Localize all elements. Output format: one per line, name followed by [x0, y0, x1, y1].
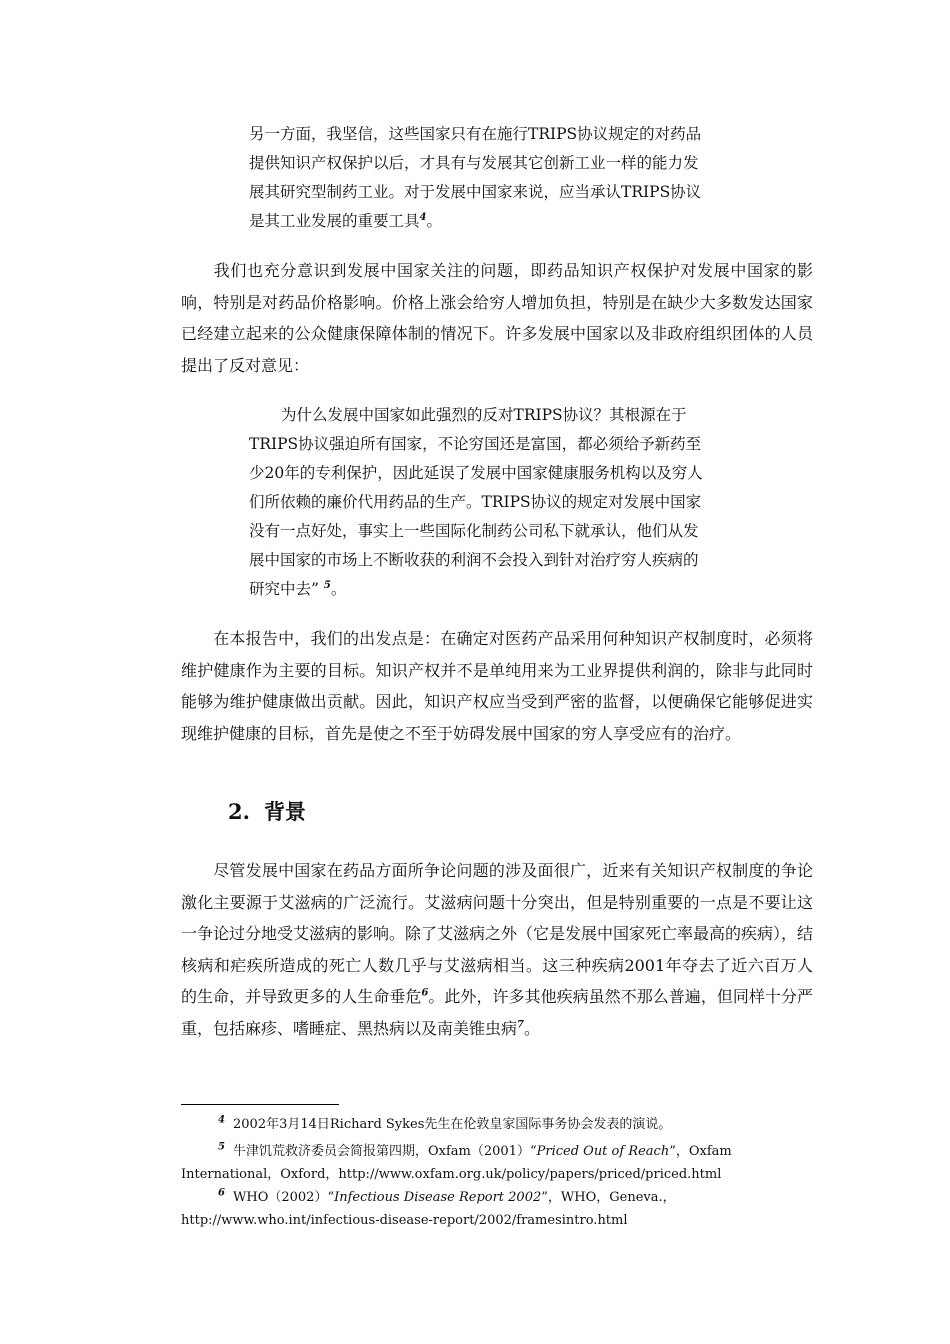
footnote-4 — [181, 1113, 771, 1136]
quote-line: 们所依赖的廉价代用药品的生产。TRIPS协议的规定对发展中国家 — [249, 493, 702, 511]
paragraph-1 — [181, 255, 813, 381]
footnote-link[interactable]: ”，WHO，Geneva.，http://www.who.int/infectious-disease-report/2002/framesintro.html — [181, 1190, 676, 1228]
block-quote-2 — [249, 401, 749, 604]
section-heading — [228, 796, 320, 826]
footnote-title: Priced Out of Reach — [536, 1144, 670, 1159]
footnote-5 — [181, 1140, 771, 1186]
footnote-number: 5 — [218, 1141, 225, 1153]
footnote-ref-6[interactable]: 6 — [421, 987, 429, 999]
footnote-text: WHO（2002）“ — [233, 1190, 335, 1205]
footnote-text: 2002年3月14日Richard Sykes先生在伦敦皇家国际事务协会发表的演说。 — [233, 1117, 672, 1132]
footnote-text: 牛津饥荒救济委员会简报第四期，Oxfam（2001）“ — [233, 1144, 537, 1159]
quote-line-text: 是其工业发展的重要工具 — [249, 212, 420, 230]
quote-line — [249, 575, 749, 604]
paragraph-2 — [181, 623, 813, 749]
quote-line — [249, 207, 749, 236]
block-quote-1 — [249, 120, 749, 236]
quote-line: 少20年的专利保护，因此延误了发展中国家健康服务机构以及穷人 — [249, 464, 703, 482]
quote-line: 展其研究型制药工业。对于发展中国家来说，应当承认TRIPS协议 — [249, 183, 702, 201]
footnote-number: 4 — [218, 1114, 225, 1126]
quote-line: 没有一点好处，事实上一些国际化制药公司私下就承认，他们从发 — [249, 522, 699, 540]
footnote-title: Infectious Disease Report 2002 — [334, 1190, 542, 1205]
paragraph-3 — [181, 855, 813, 1044]
footnote-ref-4[interactable]: 4 — [419, 211, 427, 223]
paragraph-end: 。 — [523, 1018, 540, 1038]
section-title: 背景 — [263, 799, 306, 824]
paragraph-text: 在本报告中，我们的出发点是：在确定对医药产品采用何种知识产权制度时，必须将维护健康作为主要的目标。知识产权并不是单纯用来为工业界提供利润的，除非与此同时能够为维护健康做出贡献。因此，知识产权应当受到严密的监督，以便确保它能够促进实现维护健康的目标，首先是使之不至于妨碍发展中国家的穷人享受应有的治疗。 — [181, 629, 813, 743]
footnote-link[interactable]: ”，Oxfam International，Oxford，http://www.oxfam.org.uk/policy/papers/priced/priced.html — [181, 1144, 732, 1182]
footnote-divider — [181, 1104, 339, 1105]
paragraph-text: 尽管发展中国家在药品方面所争论问题的涉及面很广，近来有关知识产权制度的争论激化主要源于艾滋病的广泛流行。艾滋病问题十分突出，但是特别重要的一点是不要让这一争论过分地受艾滋病的影响。除了艾滋病之外（它是发展中国家死亡率最高的疾病），结核病和疟疾所造成的死亡人数几乎与艾滋病相当。这三种疾病2001年夺去了近六百万人的生命，并导致更多的人生命垂危 — [181, 861, 814, 1006]
footnote-ref-5[interactable]: 5 — [323, 579, 331, 591]
paragraph-text: 。此外，许多其他疾病虽然不那么普遍，但同样十分严重，包括麻疹、嗜睡症、黑热病以及南美锥虫病 — [181, 987, 813, 1038]
footnote-number: 6 — [218, 1187, 225, 1199]
quote-end: 。 — [426, 212, 442, 230]
section-number: 2. — [228, 799, 250, 824]
quote-end: 。 — [330, 580, 347, 598]
footnote-6 — [181, 1186, 771, 1232]
quote-line: 提供知识产权保护以后，才具有与发展其它创新工业一样的能力发 — [249, 154, 699, 172]
quote-line-text: 研究中去” — [249, 580, 319, 598]
quote-line: 为什么发展中国家如此强烈的反对TRIPS协议？其根源在于 — [281, 406, 687, 424]
paragraph-text: 我们也充分意识到发展中国家关注的问题，即药品知识产权保护对发展中国家的影响，特别是对药品价格影响。价格上涨会给穷人增加负担，特别是在缺少大多数发达国家已经建立起来的公众健康保障体制的情况下。许多发展中国家以及非政府组织团体的人员提出了反对意见： — [181, 261, 813, 375]
footnote-ref-7[interactable]: 7 — [517, 1019, 524, 1031]
quote-line: 展中国家的市场上不断收获的利润不会投入到针对治疗穷人疾病的 — [249, 551, 699, 569]
quote-line: 另一方面，我坚信，这些国家只有在施行TRIPS协议规定的对药品 — [249, 125, 702, 143]
quote-line: TRIPS协议强迫所有国家，不论穷国还是富国，都必须给予新药至 — [249, 435, 702, 453]
